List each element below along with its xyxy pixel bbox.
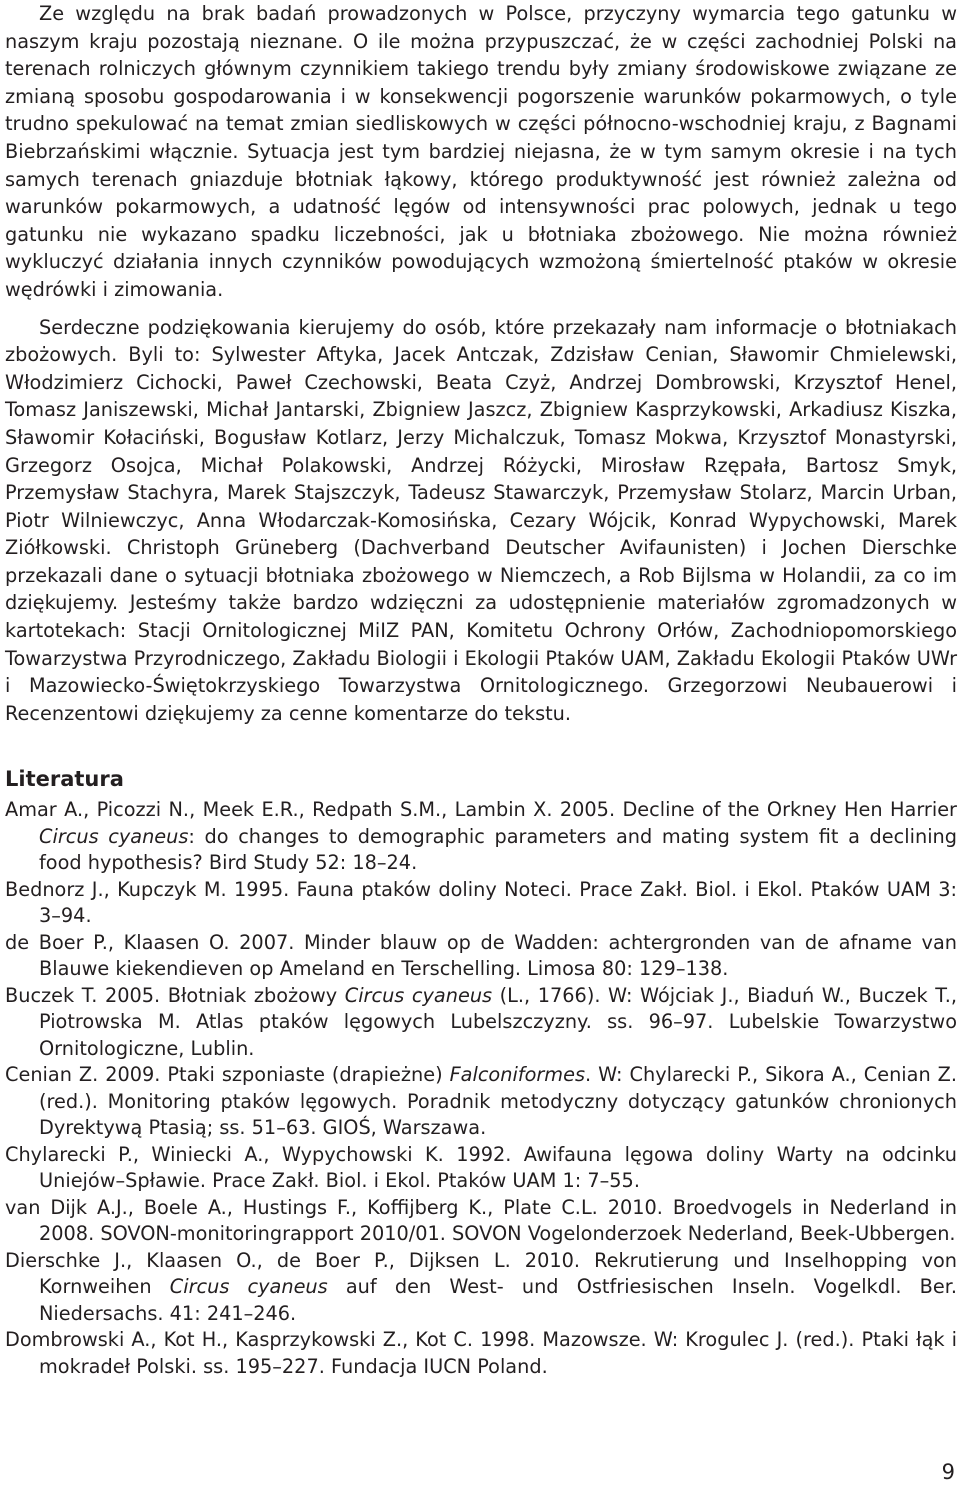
reference-list <box>5 797 957 1380</box>
reference-item: Chylarecki P., Winiecki A., Wypychowski K. 1992. Awifauna lęgowa doliny Warty na odcinku Uniejów–Spławie. Prace Zakł. Biol. i Ekol. Ptaków UAM 1: 7–55. <box>5 1142 957 1193</box>
reference-item: Cenian Z. 2009. Ptaki szponiaste (drapieżne) Falconiformes. W: Chylarecki P., Sikora A., Cenian Z. (red.). Monitoring ptaków lęgowych. Poradnik metodyczny dotyczący gatunków chronionych Dyrektywą Ptasią; ss. 51–63. GIOŚ, Warszawa. <box>5 1063 957 1140</box>
paragraph-acknowledgements: Serdeczne podziękowania kierujemy do osób, które przekazały nam informacje o błotniakach zbożowych. Byli to: Sylwester Aftyka, Jacek Antczak, Zdzisław Cenian, Sławomir Chmielewski, Włodzimierz Cichocki, Paweł Czechowski, Beata Czyż, Andrzej Dombrowski, Krzysztof Henel, Tomasz Janiszewski, Michał Jantarski, Zbigniew Jaszcz, Zbigniew Kasprzykowski, Arkadiusz Kiszka, Sławomir Kołaciński, Bogusław Kotlarz, Jerzy Michalczuk, Tomasz Mokwa, Krzysztof Monastyrski, Grzegorz Osojca, Michał Polakowski, Andrzej Różycki, Mirosław Rzępała, Bartosz Smyk, Przemysław Stachyra, Marek Stajszczyk, Tadeusz Stawarczyk, Przemysław Stolarz, Marcin Urban, Piotr Wilniewczyc, Anna Włodarczak-Komosińska, Cezary Wójcik, Konrad Wypychowski, Marek Ziółkowski. Christoph Grüneberg (Dachverband Deutscher Avifaunisten) i Jochen Dierschke przekazali dane o sytuacji błotniaka zbożowego w Niemczech, a Rob Bijlsma w Holandii, za co im dziękujemy. Jesteśmy także bardzo wdzięczni za udostępnienie materiałów zgromadzonych w kartotekach: Stacji Ornitologicznej MiIZ PAN, Komitetu Ochrony Orłów, Zachodniopomorskiego Towarzystwa Przyrodniczego, Zakładu Biologii i Ekologii Ptaków UAM, Zakładu Ekologii Ptaków UWr i Mazowiecko-Świętokrzyskiego Towarzystwa Ornitologicznego. Grzegorzowi Neubauerowi i Recenzentowi dziękujemy za cenne komentarze do tekstu. <box>5 315 957 725</box>
page-number: 9 <box>941 1460 955 1484</box>
reference-item: de Boer P., Klaasen O. 2007. Minder blauw op de Wadden: achtergronden van de afname van Blauwe kiekendieven op Ameland en Terschelling. Limosa 80: 129–138. <box>5 930 957 981</box>
reference-item: Amar A., Picozzi N., Meek E.R., Redpath S.M., Lambin X. 2005. Decline of the Orkney Hen Harrier Circus cyaneus: do changes to demographic parameters and mating system fit a declining food hypothesis? Bird Study 52: 18–24. <box>5 798 958 875</box>
page-content <box>5 0 957 1380</box>
reference-item: Buczek T. 2005. Błotniak zbożowy Circus cyaneus (L., 1766). W: Wójciak J., Biaduń W., Buczek T., Piotrowska M. Atlas ptaków lęgowych Lubelszczyzny. ss. 96–97. Lubelskie Towarzystwo Ornitologiczne, Lublin. <box>5 983 957 1060</box>
reference-item: van Dijk A.J., Boele A., Hustings F., Koffijberg K., Plate C.L. 2010. Broedvogels in Nederland in 2008. SOVON-monitoringrapport 2010/01. SOVON Vogelonderzoek Nederland, Beek-Ubbergen. <box>5 1195 957 1246</box>
paragraph-discussion: Ze względu na brak badań prowadzonych w Polsce, przyczyny wymarcia tego gatunku w naszym kraju pozostają nieznane. O ile można przypuszczać, że w części zachodniej Polski na terenach rolniczych głównym czynnikiem takiego trendu były zmiany środowiskowe związane ze zmianą sposobu gospodarowania i w konsekwencji pogorszenie warunków pokarmowych, o tyle trudno spekulować na temat zmian siedliskowych w części północno-wschodniej kraju, z Bagnami Biebrzańskimi włącznie. Sytuacja jest tym bardziej niejasna, że w tym samym okresie i na tych samych terenach gniazduje błotniak łąkowy, którego produktywność jest również zależna od warunków pokarmowych, a udatność lęgów od intensywności prac polowych, jednak u tego gatunku nie wykazano spadku liczebności, jak u błotniaka zbożowego. Nie można również wykluczyć działania innych czynników powodujących wzmożoną śmiertelność ptaków w okresie wędrówki i zimowania. <box>5 2 957 301</box>
reference-item: Dierschke J., Klaasen O., de Boer P., Dijksen L. 2010. Rekrutierung und Inselhopping von Kornweihen Circus cyaneus auf den West- und Ostfriesischen Inseln. Vogelkdl. Ber. Niedersachs. 41: 241–246. <box>5 1248 957 1325</box>
reference-item: Dombrowski A., Kot H., Kasprzykowski Z., Kot C. 1998. Mazowsze. W: Krogulec J. (red.). Ptaki łąk i mokradeł Polski. ss. 195–227. Fundacja IUCN Poland. <box>5 1328 957 1378</box>
literature-heading: Literatura <box>5 767 124 792</box>
reference-item: Bednorz J., Kupczyk M. 1995. Fauna ptaków doliny Noteci. Prace Zakł. Biol. i Ekol. Ptaków UAM 3: 3–94. <box>5 877 957 928</box>
